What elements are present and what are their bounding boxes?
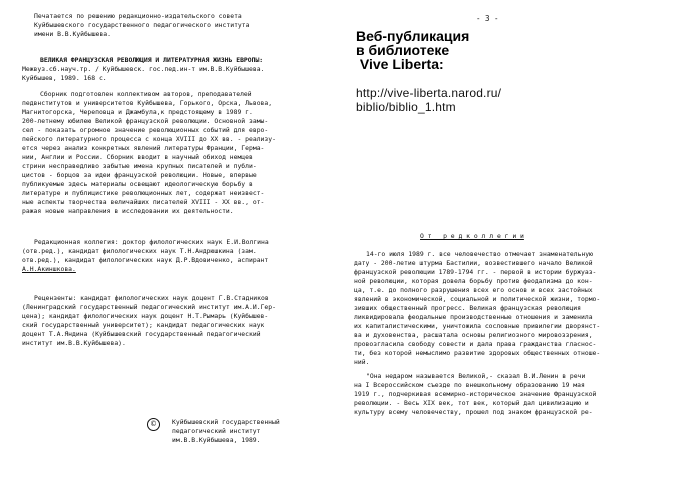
abstract-line: стрини несправедливо забытые имена крупных писателей и публи- — [22, 162, 257, 170]
abstract-line: публикуемые здесь материалы освещают идеологическую борьбу в — [22, 180, 253, 188]
paragraph-line: зивших общественный прогресс. Великая французская революция — [354, 304, 582, 312]
web-banner-line: Vive Liberta: — [356, 56, 444, 72]
abstract-line: Сборник подготовлен коллективом авторов, преподавателей — [40, 90, 252, 98]
reviewers-line: цена); кандидат филологических наук доцент Н.Т.Рымарь (Куйбышев- — [22, 312, 269, 320]
paragraph-line: революции. - Весь XIX век, тот век, который дал цивилизацию и — [354, 399, 589, 407]
abstract-line: цистов - борцов за идеи французской революции. Новые, впервые — [22, 171, 257, 179]
paragraph-line: ца, т.е. до полного разрушения всех его основ и всех застойных — [354, 286, 593, 294]
editorial-line: Редакционная коллегия: доктор филологических наук Е.И.Волгина — [34, 238, 269, 246]
paragraph-line: 14-го июля 1989 г. все человечество отмечает знаменательную — [366, 250, 594, 258]
abstract-line: литературе и публицистике революционных лет, содержат неизвест- — [22, 189, 265, 197]
book-title-line: Куйбышев, 1989. 168 с. — [22, 74, 107, 82]
book-title-line: Межвуз.сб.науч.тр. / Куйбышевск. гос.пед.ин-т им.В.В.Куйбышева. — [22, 65, 265, 73]
paragraph-line: на I Всероссийском съезде по внешкольному образованию 19 мая — [354, 381, 585, 389]
editorial-line: (отв.ред.), кандидат филологических наук Т.Н.Андрюшкина (зам. — [22, 247, 257, 255]
paragraph-line: ний. — [354, 358, 370, 366]
paragraph-line: явлений в экономической, социальной и политической жизни, тормо- — [354, 295, 601, 303]
paragraph-line: ва и духовенства, расшатала основы религиозного мировоззрения, — [354, 331, 593, 339]
imprint-line: Куйбышевского государственного педагогического института — [34, 21, 250, 29]
copyright-symbol: © — [147, 418, 160, 431]
paragraph-line: 1919 г., подчеркивая всемирно-историческое значение Французской — [354, 390, 597, 398]
reviewers-line: Рецензенты: кандидат филологических наук доцент Г.В.Стадников — [34, 294, 269, 302]
abstract-line: 200-летнему юбилею Великой французской революции. Основной замы- — [22, 117, 269, 125]
url-line: http://vive-liberta.narod.ru/ — [356, 86, 502, 100]
paragraph-line: провозгласила свободу совести и дала права гражданства гласнос- — [354, 340, 597, 348]
abstract-line: Магнитогорска, Череповца и Джамбула,к предстоящему в 1989 г. — [22, 108, 253, 116]
abstract-line: ражая новые направления в исследовании их деятельности. — [22, 207, 234, 215]
reviewers-line: институт им.В.В.Куйбышева). — [22, 339, 126, 347]
paragraph-line: ти, без которой немыслимо развитие здоровых общественных отноше- — [354, 349, 601, 357]
paragraph-line: ной революции, которая довела борьбу против феодализма до кон- — [354, 277, 593, 285]
paragraph-line: французской революции 1789-1794 гг. - первой в истории буржуаз- — [354, 268, 597, 276]
copyright-line: педагогический институт — [172, 427, 261, 435]
paragraph-line: ликвидировала феодальные производственные отношения и заменила — [354, 313, 593, 321]
paragraph-line: их капиталистическими, уничтожила сословные привилегии дворянст- — [354, 322, 601, 330]
imprint-line: имени В.В.Куйбышева. — [34, 30, 111, 38]
paragraph-line: культуру всему человечеству, прошел под знаком французской ре- — [354, 408, 593, 416]
url-line: biblio/biblio_1.htm — [356, 100, 456, 114]
reviewers-line: доцент Т.А.Яндина (Куйбышевский государственный педагогический — [22, 330, 261, 338]
paragraph-line: "Она недаром называется Великой,- сказал В.И.Ленин в речи — [366, 372, 586, 380]
copyright-line: Куйбышевский государственный — [172, 418, 280, 426]
abstract-line: пейского литературного процесса с конца XVIII до XX вв. - реализу- — [22, 135, 276, 143]
copyright-line: им.В.В.Куйбышева, 1989. — [172, 436, 261, 444]
abstract-line: педвнститутов и университетов Куйбышева, Горького, Орска, Львова, — [22, 99, 273, 107]
reviewers-line: ский государственный университет); кандидат педагогических наук — [22, 321, 265, 329]
imprint-line: Печатается по решению редакционно-издательского совета — [34, 12, 242, 20]
web-banner-line: Веб-публикация — [356, 28, 470, 44]
abstract-line: ется через анализ конкретных явлений литературы Франции, Герма- — [22, 144, 265, 152]
web-banner-line: в библиотеке — [356, 42, 450, 58]
section-heading: О т р е д к о л л е г и и — [420, 232, 524, 240]
reviewers-line: (Ленинградский государственный педагогический институт им.А.И.Гер- — [22, 303, 276, 311]
paragraph-line: дату - 200-летие штурма Бастилии, возвестившего начало Великой — [354, 259, 593, 267]
editorial-line: отв.ред.), кандидат филологических наук Д.Р.Вдовиченко, аспирант — [22, 256, 269, 264]
abstract-line: ные аспекты творчества величайших писателей XVIII - XX вв., от- — [22, 198, 265, 206]
abstract-line: сел - показать огромное значение революционных событий для евро- — [22, 126, 269, 134]
abstract-line: нии, Англии и России. Сборник вводит в научный обиход немцев — [22, 153, 253, 161]
book-title: ВЕЛИКАЯ ФРАНЦУЗСКАЯ РЕВОЛЮЦИЯ И ЛИТЕРАТУРНАЯ ЖИЗНЬ ЕВРОПЫ: — [40, 56, 264, 64]
page-number: - 3 - — [476, 14, 499, 23]
editorial-line: А.Н.Акиншкова. — [22, 265, 76, 273]
